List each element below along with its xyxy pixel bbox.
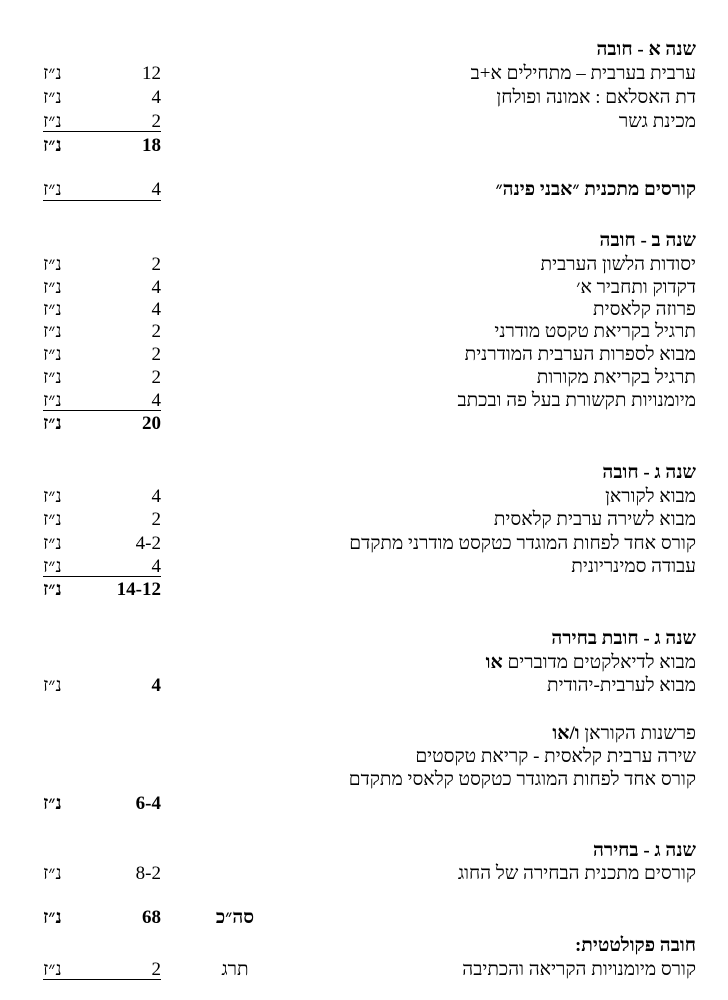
course-row (0, 485, 728, 509)
cornerstones-row (0, 178, 728, 202)
course-credits: 8-2 (135, 863, 161, 884)
course-name: יסודות הלשון הערבית (540, 254, 696, 275)
section-title: שנה ג - חובת בחירה (551, 628, 696, 649)
course-name-text: פרשנות הקוראן (584, 723, 696, 744)
section-title: שנה ב - חובה (599, 230, 696, 251)
group2-total-row (0, 792, 728, 816)
course-row (0, 862, 728, 886)
course-row (0, 366, 728, 390)
course-name: דת האסלאם : אמונה ופולחן (496, 87, 696, 108)
credit-unit: נ״ז (43, 509, 62, 530)
year2-total-row (0, 412, 728, 436)
course-row (0, 298, 728, 322)
course-credits: 4 (151, 675, 161, 696)
year1-total-row (0, 134, 728, 158)
course-credits: 4 (151, 556, 161, 577)
subtotal-rule (43, 576, 161, 577)
course-row (0, 532, 728, 556)
course-credits: 2 (151, 367, 161, 388)
credit-unit: נ״ז (43, 135, 62, 156)
course-credits: 4 (151, 179, 161, 200)
course-name: קורס אחד לפחות המוגדר כטקסט קלאסי מתקדם (348, 769, 696, 790)
conjunction: או (485, 652, 503, 673)
course-credits: 4 (151, 277, 161, 298)
course-credits: 4 (151, 390, 161, 411)
credit-unit: נ״ז (43, 907, 62, 928)
year3-elective-required-heading (0, 627, 728, 651)
grand-total-row (0, 906, 728, 930)
course-credits: 4 (151, 299, 161, 320)
section-title: שנה א - חובה (596, 39, 696, 60)
course-name: מבוא לקוראן (605, 486, 696, 507)
course-row (0, 651, 728, 675)
course-name-text: מבוא לדיאלקטים מדוברים (507, 652, 696, 673)
course-row (0, 276, 728, 300)
course-credits: 2 (151, 254, 161, 275)
year3-elective-heading (0, 839, 728, 863)
subtotal-rule (43, 200, 161, 201)
course-row (0, 745, 728, 769)
section-title: חובה פקולטטית: (574, 935, 696, 956)
year3-required-total-row (0, 578, 728, 602)
credit-unit: נ״ז (43, 793, 62, 814)
credit-unit: נ״ז (43, 413, 62, 434)
credit-unit: נ״ז (43, 959, 62, 980)
course-name: פרוזה קלאסית (593, 299, 696, 320)
course-name: דקדוק ותחביר א׳ (576, 277, 696, 298)
subtotal-rule (43, 131, 161, 132)
total-credits: 6-4 (135, 793, 161, 814)
credit-unit: נ״ז (43, 111, 62, 132)
credit-unit: נ״ז (43, 486, 62, 507)
grand-total-label: סה״כ (215, 907, 255, 928)
credit-unit: נ״ז (43, 556, 62, 577)
course-credits: 4-2 (135, 533, 161, 554)
course-name: קורס אחד לפחות המוגדר כטקסט מודרני מתקדם (349, 533, 696, 554)
course-name: מכינת גשר (618, 111, 696, 132)
credit-unit: נ״ז (43, 179, 62, 200)
course-name: מבוא לשירה ערבית קלאסית (493, 509, 696, 530)
credit-unit: נ״ז (43, 63, 62, 84)
credit-unit: נ״ז (43, 579, 62, 600)
credit-unit: נ״ז (43, 299, 62, 320)
credit-unit: נ״ז (43, 390, 62, 411)
course-credits: 2 (151, 344, 161, 365)
section-title: שנה ג - חובה (602, 462, 696, 483)
course-name: מבוא לערבית-יהודית (547, 675, 696, 696)
credit-unit: נ״ז (43, 254, 62, 275)
credit-unit: נ״ז (43, 367, 62, 388)
course-row (0, 768, 728, 792)
course-row (0, 722, 728, 746)
course-row (0, 320, 728, 344)
course-credits: 2 (151, 321, 161, 342)
credit-unit: נ״ז (43, 87, 62, 108)
course-name: תרגיל בקריאת טקסט מודרני (494, 321, 696, 342)
course-row (0, 62, 728, 86)
course-credits: 2 (151, 509, 161, 530)
total-credits: 20 (142, 413, 161, 434)
course-name: עבודה סמינריונית (571, 556, 696, 577)
credit-unit: נ״ז (43, 344, 62, 365)
credit-unit: נ״ז (43, 863, 62, 884)
cornerstones-title: קורסים מתכנית ״אבני פינה״ (495, 179, 696, 200)
credit-unit: נ״ז (43, 321, 62, 342)
course-credits: 2 (151, 959, 161, 980)
credit-unit: נ״ז (43, 533, 62, 554)
course-name (552, 722, 696, 746)
year3-required-heading (0, 461, 728, 485)
course-row (0, 508, 728, 532)
course-row (0, 253, 728, 277)
total-credits: 18 (142, 135, 161, 156)
course-name: מבוא לספרות הערבית המודרנית (464, 344, 696, 365)
course-credits: 12 (142, 63, 161, 84)
course-note: תרג (221, 959, 249, 980)
year1-heading (0, 38, 728, 62)
total-credits: 14-12 (116, 579, 161, 600)
conjunction: ו/או (552, 723, 580, 744)
course-credits: 4 (151, 486, 161, 507)
course-credits: 2 (151, 111, 161, 132)
year2-heading (0, 229, 728, 253)
credit-unit: נ״ז (43, 277, 62, 298)
course-name: קורסים מתכנית הבחירה של החוג (457, 863, 696, 884)
faculty-required-heading (0, 934, 728, 958)
course-name: תרגיל בקריאת מקורות (536, 367, 696, 388)
subtotal-rule (43, 410, 161, 411)
course-name: ערבית בערבית – מתחילים א+ב (470, 63, 696, 84)
course-name: מיומנויות תקשורת בעל פה ובכתב (457, 390, 696, 411)
course-row (0, 674, 728, 698)
course-name (486, 651, 696, 675)
course-row (0, 86, 728, 110)
course-name: שירה ערבית קלאסית - קריאת טקסטים (415, 746, 696, 767)
credit-unit: נ״ז (43, 675, 62, 696)
course-credits: 4 (151, 87, 161, 108)
subtotal-rule (43, 979, 161, 980)
section-title: שנה ג - בחירה (592, 840, 696, 861)
course-row (0, 343, 728, 367)
grand-total-value: 68 (142, 907, 161, 928)
course-name: קורס מיומנויות הקריאה והכתיבה (462, 959, 696, 980)
